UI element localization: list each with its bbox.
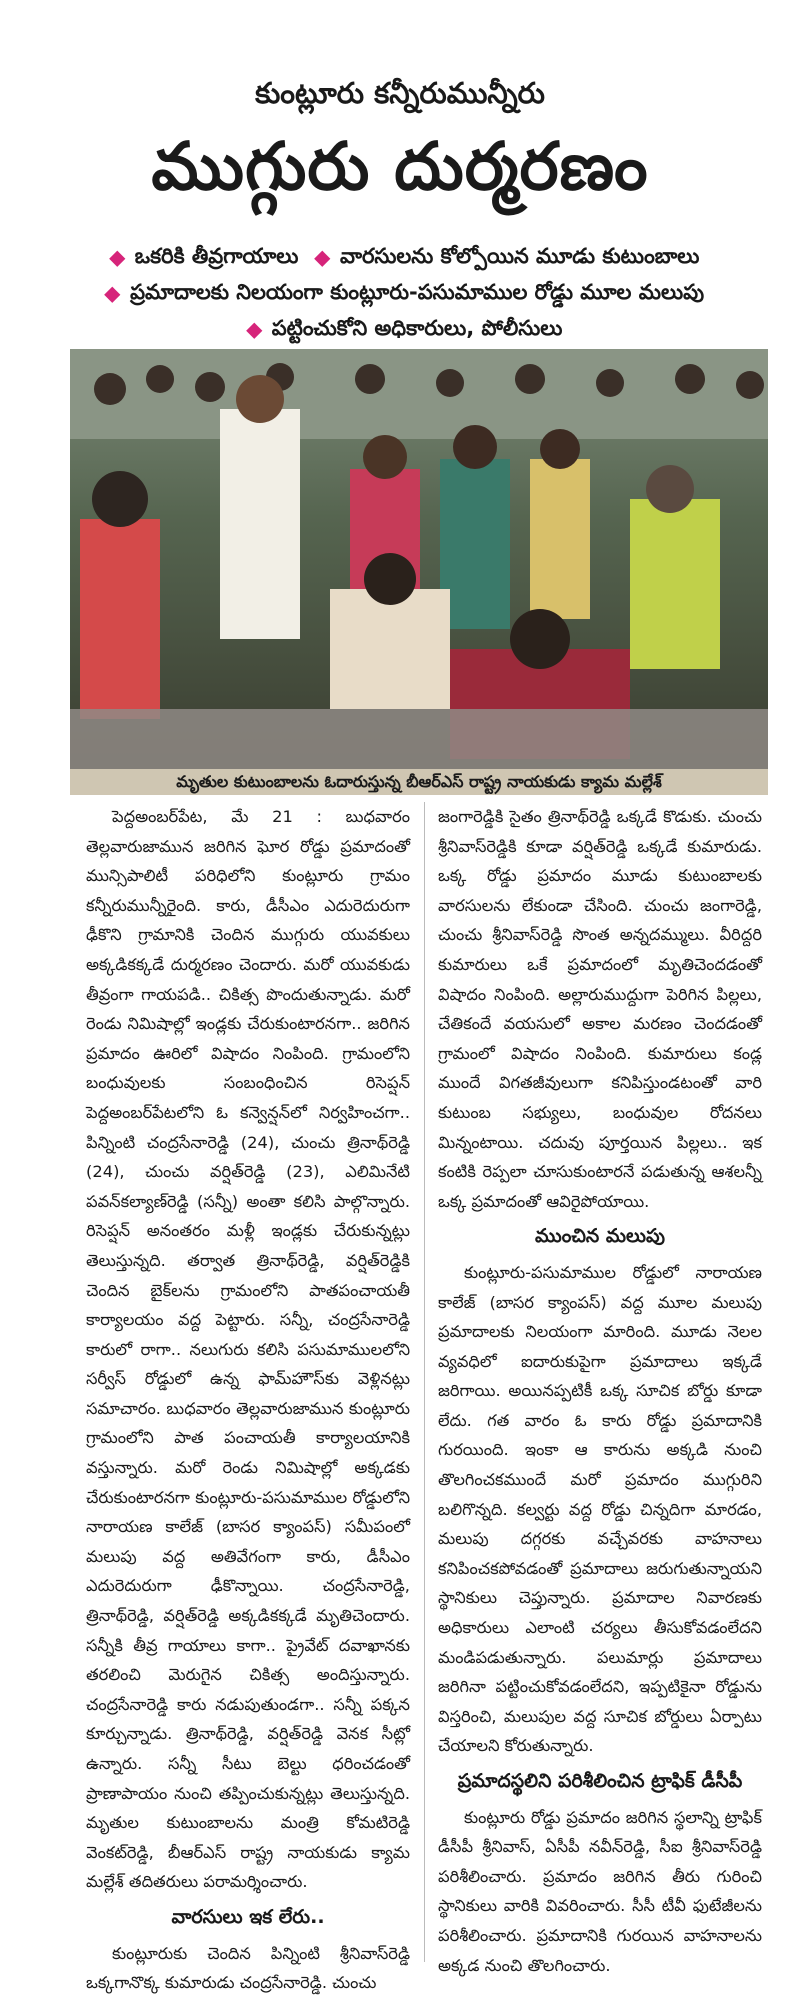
diamond-bullet-icon: ■ <box>311 246 335 270</box>
diamond-bullet-icon: ■ <box>101 282 125 306</box>
article-paragraph: జంగారెడ్డికి సైతం త్రినాథ్‌రెడ్డి ఒక్కడే కొడుకు. చుంచు శ్రీనివాస్‌రెడ్డికి కూడా వర్షిత్‌రెడ్డి ఒక్కడే కుమారుడు. ఒక్క రోడ్డు ప్రమాదం మూడు కుటుంబాలకు వారసులను లేకుండా చేసింది. చుంచు జంగారెడ్డి, చుంచు శ్రీనివాస్‌రెడ్డి సొంత అన్నదమ్ములు. వీరిద్దరి కుమారులు ఒకే ప్రమాదంలో మృతిచెందడంతో విషాదం నింపింది. అల్లారుముద్దుగా పెరిగిన పిల్లలు, చేతికందే వయసులో అకాల మరణం చెందడంతో గ్రామంలో విషాదం నింపింది. కుమారులు కండ్ల ముందే విగతజీవులుగా కనిపిస్తుండటంతో వారి కుటుంబ సభ్యులు, బంధువుల రోదనలు మిన్నంటాయి. చదువు పూర్తయిన పిల్లలు.. ఇక కంటికి రెప్పలా చూసుకుంటారనే పడుతున్న ఆశలన్నీ ఒక్క ప్రమాదంతో ఆవిరైపోయాయి. <box>438 807 762 1211</box>
article-paragraph: కుంట్లూరు రోడ్డు ప్రమాదం జరిగిన స్థలాన్ని ట్రాఫిక్ డీసీపీ శ్రీనివాస్, ఏసీపీ నవీన్‌రెడ్డి, సీఐ శ్రీనివాస్‌రెడ్డి పరిశీలించారు. ప్రమాదం జరిగిన తీరు గురించి స్థానికులు వారికి వివరించారు. సీసీ టీవీ ఫుటేజీలను పరిశీలించారు. ప్రమాదానికి గురయిన వాహనాలను అక్కడ నుంచి తొలగించారు. <box>438 1807 762 1975</box>
news-photo <box>70 349 768 769</box>
column-divider <box>424 802 425 1962</box>
bullet-row-3 <box>0 310 800 346</box>
article-paragraph: పెద్దఅంబర్‌పేట, మే 21 : బుధవారం తెల్లవారుజామున జరిగిన ఘోర రోడ్డు ప్రమాదంతో మున్సిపాలిటీ పరిధిలోని కుంట్లూరు గ్రామం కన్నీరుమున్నీరైంది. కారు, డీసీఎం ఎదురెదురుగా ఢీకొని గ్రామానికి చెందిన ముగ్గురు యువకులు అక్కడికక్కడే దుర్మరణం చెందారు. మరో యువకుడు తీవ్రంగా గాయపడి.. చికిత్స పొందుతున్నాడు. మరో రెండు నిమిషాల్లో ఇండ్లకు చేరుకుంటారనగా.. జరిగిన ప్రమాదం ఊరిలో విషాదం నింపింది. గ్రామంలోని బంధువులకు సంబంధించిన రిసెప్షన్ పెద్దఅంబర్‌పేటలోని ఓ కన్వెన్షన్‌లో నిర్వహించగా.. పిన్నింటి చంద్రసేనారెడ్డి (24), చుంచు త్రినాథ్‌రెడ్డి (24), చుంచు వర్షిత్‌రెడ్డి (23), ఎలిమినేటి పవన్‌కల్యాణ్‌రెడ్డి (సన్నీ) అంతా కలిసి పాల్గొన్నారు. రిసెప్షన్ అనంతరం మళ్లీ ఇండ్లకు చేరుకున్నట్లు తెలుస్తున్నది. తర్వాత త్రినాథ్‌రెడ్డి, వర్షిత్‌రెడ్డికి చెందిన బైక్‌లను గ్రామంలోని పాతపంచాయతీ కార్యాలయం వద్ద పెట్టారు. సన్నీ, చంద్రసేనారెడ్డి కారులో రాగా.. నలుగురు కలిసి పసుమాములలోని సర్వీస్ రోడ్డులో ఉన్న ఫామ్‌హౌస్‌కు వెళ్లినట్లు సమాచారం. బుధవారం తెల్లవారుజామున కుంట్లూరు గ్రామంలోని పాత పంచాయతీ కార్యాలయానికి వస్తున్నారు. మరో రెండు నిమిషాల్లో అక్కడకు చేరుకుంటారనగా కుంట్లూరు-పసుమాముల రోడ్డులోని నారాయణ కాలేజ్ (బాసర క్యాంపస్) సమీపంలో మలుపు వద్ద అతివేగంగా కారు, డీసీఎం ఎదురెదురుగా ఢీకొన్నాయి. చంద్రసేనారెడ్డి, త్రినాథ్‌రెడ్డి, వర్షిత్‌రెడ్డి అక్కడికక్కడే మృతిచెందారు. సన్నీకి తీవ్ర గాయాలు కాగా.. ప్రైవేట్ దవాఖానకు తరలించి మెరుగైన చికిత్స అందిస్తున్నారు. చంద్రసేనారెడ్డి కారు నడుపుతుండగా.. సన్నీ పక్కన కూర్చున్నాడు. త్రినాథ్‌రెడ్డి, వర్షిత్‌రెడ్డి వెనక సీట్లో ఉన్నారు. సన్నీ సీటు బెల్టు ధరించడంతో ప్రాణాపాయం నుంచి తప్పించుకున్నట్లు తెలుస్తున్నది. మృతుల కుటుంబాలను మంత్రి కోమటిరెడ్డి వెంకట్‌రెడ్డి, బీఆర్ఎస్ రాష్ట్ర నాయకుడు క్యామ మల్లేశ్ తదితరులు పరామర్శించారు. <box>86 807 410 1892</box>
subheading-turn: ముంచిన మలుపు <box>535 1225 665 1248</box>
crowd-illustration <box>70 349 768 769</box>
bullet-item: ప్రమాదాలకు నిలయంగా కుంట్లూరు-పసుమాముల రోడ్డు మూల మలుపు <box>130 280 705 304</box>
article-column-left <box>86 802 410 1998</box>
subheading-heirs: వారసులు ఇక లేరు.. <box>171 1905 325 1928</box>
bullet-item: ఒకరికి తీవ్రగాయాలు <box>134 244 299 268</box>
subheading-inspection: ప్రమాదస్థలిని పరిశీలించిన ట్రాఫిక్ డీసీపీ <box>457 1770 743 1792</box>
bullet-item: వారసులను కోల్పోయిన మూడు కుటుంబాలు <box>339 244 700 268</box>
article-paragraph: కుంట్లూరుకు చెందిన పిన్నింటి శ్రీనివాస్‌రెడ్డి ఒక్కగానొక్క కుమారుడు చంద్రసేనారెడ్డి. చుంచు <box>86 1943 410 1993</box>
article-column-right <box>438 802 762 1980</box>
article-kicker: కుంట్లూరు కన్నీరుమున్నీరు <box>255 76 545 110</box>
diamond-bullet-icon: ■ <box>243 318 267 342</box>
bullet-list <box>0 238 800 346</box>
diamond-bullet-icon: ■ <box>106 246 130 270</box>
photo-caption: మృతుల కుటుంబాలను ఓదారుస్తున్న బీఆర్ఎస్ రాష్ట్ర నాయకుడు క్యామ మల్లేశ్ <box>70 769 768 795</box>
article-headline: ముగ్గురు దుర్మరణం <box>151 128 649 205</box>
article-paragraph: కుంట్లూరు-పసుమాముల రోడ్డులో నారాయణ కాలేజ్ (బాసర క్యాంపస్) వద్ద మూల మలుపు ప్రమాదాలకు నిలయంగా మారింది. మూడు నెలల వ్యవధిలో ఐదారుకుపైగా ప్రమాదాలు ఇక్కడే జరిగాయి. అయినప్పటికీ ఒక్క సూచిక బోర్డు కూడా లేదు. గత వారం ఓ కారు రోడ్డు ప్రమాదానికి గురయింది. ఇంకా ఆ కారును అక్కడి నుంచి తొలగించకముందే మరో ప్రమాదం ముగ్గురిని బలిగొన్నది. కల్వర్టు వద్ద రోడ్డు చిన్నదిగా మారడం, మలుపు దగ్గరకు వచ్చేవరకు వాహనాలు కనిపించకపోవడంతో ప్రమాదాలు జరుగుతున్నాయని స్థానికులు చెప్తున్నారు. ప్రమాదాల నివారణకు అధికారులు ఎలాంటి చర్యలు తీసుకోవడంలేదని మండిపడుతున్నారు. పలుమార్లు ప్రమాదాలు జరిగినా పట్టించుకోవడంలేదని, ఇప్పటికైనా రోడ్డును విస్తరించి, మలుపుల వద్ద సూచిక బోర్డులు ఏర్పాటు చేయాలని కోరుతున్నారు. <box>438 1262 762 1756</box>
bullet-row-1 <box>0 238 800 274</box>
bullet-row-2 <box>0 274 800 310</box>
bullet-item: పట్టించుకోని అధికారులు, పోలీసులు <box>271 316 563 340</box>
